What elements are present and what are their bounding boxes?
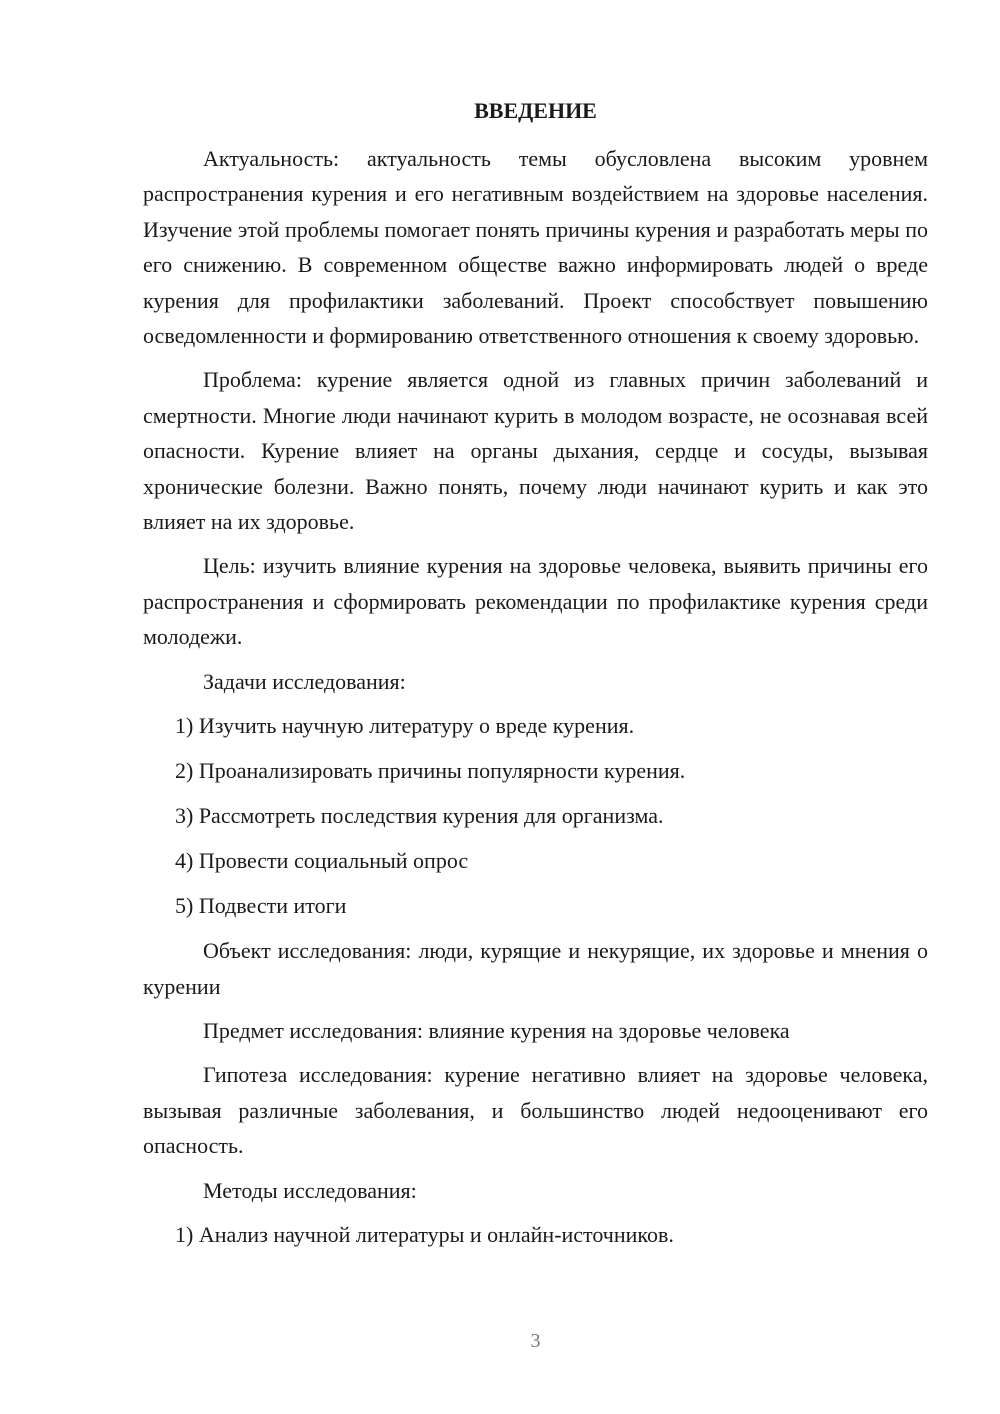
page-number: 3 bbox=[530, 1330, 541, 1352]
tasks-list bbox=[143, 708, 928, 923]
paragraph-relevance: Актуальность: актуальность темы обусловлена высоким уровнем распространения курения и его негативным воздействием на здоровье населения. Изучение этой проблемы помогает понять причины курения и разработать меры по его снижению. В современном обществе важно информировать людей о вреде курения для профилактики заболеваний. Проект способствует повышению осведомленности и формированию ответственного отношения к своему здоровью. bbox=[143, 146, 928, 349]
paragraph-hypothesis: Гипотеза исследования: курение негативно влияет на здоровье человека, вызывая различные заболевания, и большинство людей недооценивают его опасность. bbox=[143, 1062, 928, 1159]
list-item: 4) Провести социальный опрос bbox=[175, 848, 469, 874]
methods-heading: Методы исследования: bbox=[203, 1177, 417, 1203]
page-title: ВВЕДЕНИЕ bbox=[474, 98, 597, 123]
list-item: 1) Анализ научной литературы и онлайн-источников. bbox=[175, 1221, 674, 1247]
document-body bbox=[143, 141, 928, 1262]
list-item: 2) Проанализировать причины популярности курения. bbox=[175, 758, 686, 784]
paragraph-object: Объект исследования: люди, курящие и некурящие, их здоровье и мнения о курении bbox=[143, 938, 928, 999]
paragraph-subject: Предмет исследования: влияние курения на здоровье человека bbox=[203, 1017, 790, 1043]
tasks-heading: Задачи исследования: bbox=[203, 668, 406, 694]
list-item: 3) Рассмотреть последствия курения для организма. bbox=[175, 803, 664, 829]
list-item: 5) Подвести итоги bbox=[175, 893, 347, 919]
paragraph-goal: Цель: изучить влияние курения на здоровье человека, выявить причины его распространения и сформировать рекомендации по профилактике курения среди молодежи. bbox=[143, 553, 928, 650]
methods-list bbox=[143, 1217, 928, 1252]
paragraph-problem: Проблема: курение является одной из главных причин заболеваний и смертности. Многие люди начинают курить в молодом возрасте, не осознавая всей опасности. Курение влияет на органы дыхания, сердце и сосуды, вызывая хронические болезни. Важно понять, почему люди начинают курить и как это влияет на их здоровье. bbox=[143, 367, 928, 535]
list-item: 1) Изучить научную литературу о вреде курения. bbox=[175, 713, 635, 739]
document-page bbox=[143, 0, 928, 1414]
